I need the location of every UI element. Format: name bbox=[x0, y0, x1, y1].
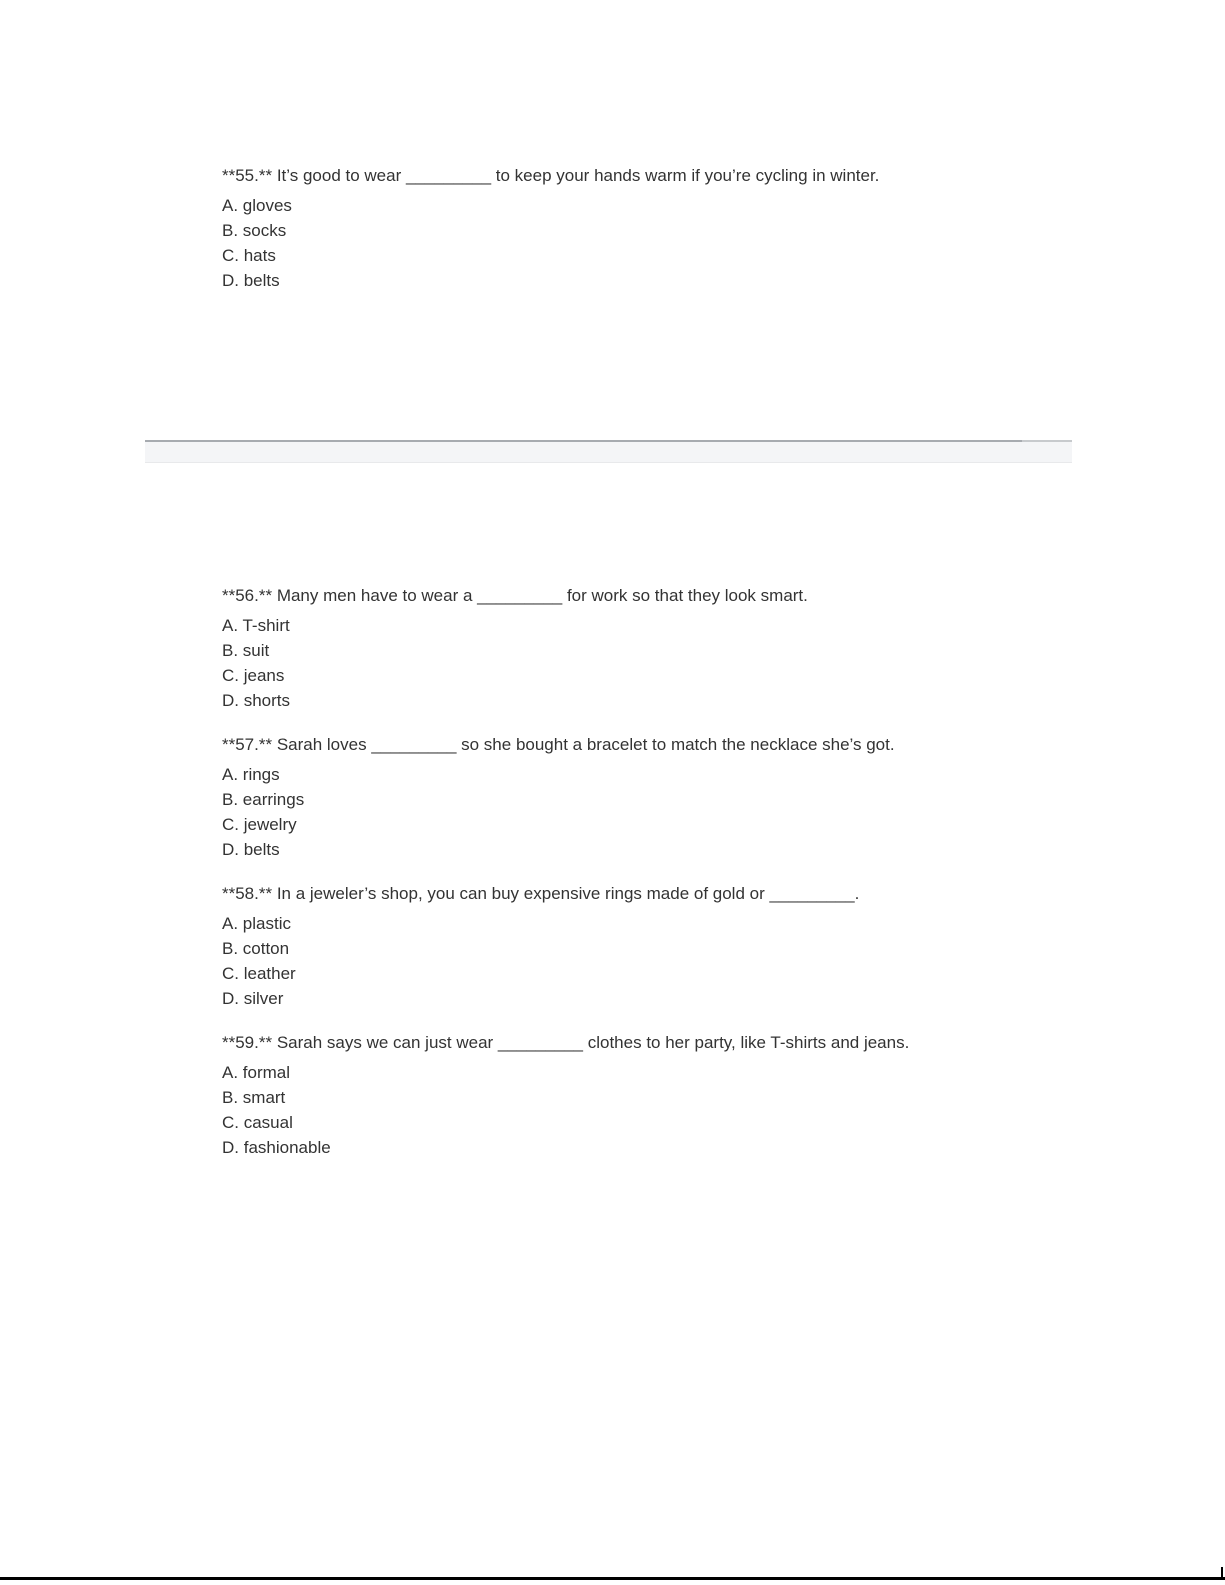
option-line: C. jewelry bbox=[222, 815, 297, 834]
question-block-56 bbox=[222, 583, 808, 713]
question-prompt: **57.** Sarah loves _________ so she bought a bracelet to match the necklace she’s got. bbox=[222, 735, 895, 754]
option-line: A. formal bbox=[222, 1063, 291, 1082]
question-prompt: **58.** In a jeweler’s shop, you can buy expensive rings made of gold or _________. bbox=[222, 884, 860, 903]
option-line: B. suit bbox=[222, 641, 270, 660]
option-line: A. gloves bbox=[222, 196, 292, 215]
option-line: B. cotton bbox=[222, 939, 290, 958]
question-prompt: **55.** It’s good to wear _________ to keep your hands warm if you’re cycling in winter. bbox=[222, 166, 880, 185]
question-block-59 bbox=[222, 1030, 909, 1160]
option-line: D. shorts bbox=[222, 691, 291, 710]
question-block-57 bbox=[222, 732, 895, 862]
option-line: A. rings bbox=[222, 765, 280, 784]
option-line: D. fashionable bbox=[222, 1138, 331, 1157]
option-line: D. belts bbox=[222, 271, 280, 290]
question-block-55 bbox=[222, 163, 879, 293]
question-block-58 bbox=[222, 881, 859, 1011]
option-line: B. smart bbox=[222, 1088, 286, 1107]
page-break-band bbox=[145, 442, 1072, 463]
option-line: B. earrings bbox=[222, 790, 305, 809]
option-line: A. plastic bbox=[222, 914, 291, 933]
option-line: C. jeans bbox=[222, 666, 285, 685]
option-line: C. casual bbox=[222, 1113, 293, 1132]
option-line: A. T-shirt bbox=[222, 616, 290, 635]
option-line: D. silver bbox=[222, 989, 284, 1008]
bottom-rule-right-tick bbox=[1221, 1567, 1223, 1580]
question-prompt: **59.** Sarah says we can just wear _________ clothes to her party, like T-shirts and jeans. bbox=[222, 1033, 910, 1052]
option-line: D. belts bbox=[222, 840, 280, 859]
bottom-rule bbox=[0, 1577, 1225, 1580]
option-line: C. leather bbox=[222, 964, 296, 983]
option-line: B. socks bbox=[222, 221, 287, 240]
question-prompt: **56.** Many men have to wear a _________ for work so that they look smart. bbox=[222, 586, 808, 605]
option-line: C. hats bbox=[222, 246, 276, 265]
